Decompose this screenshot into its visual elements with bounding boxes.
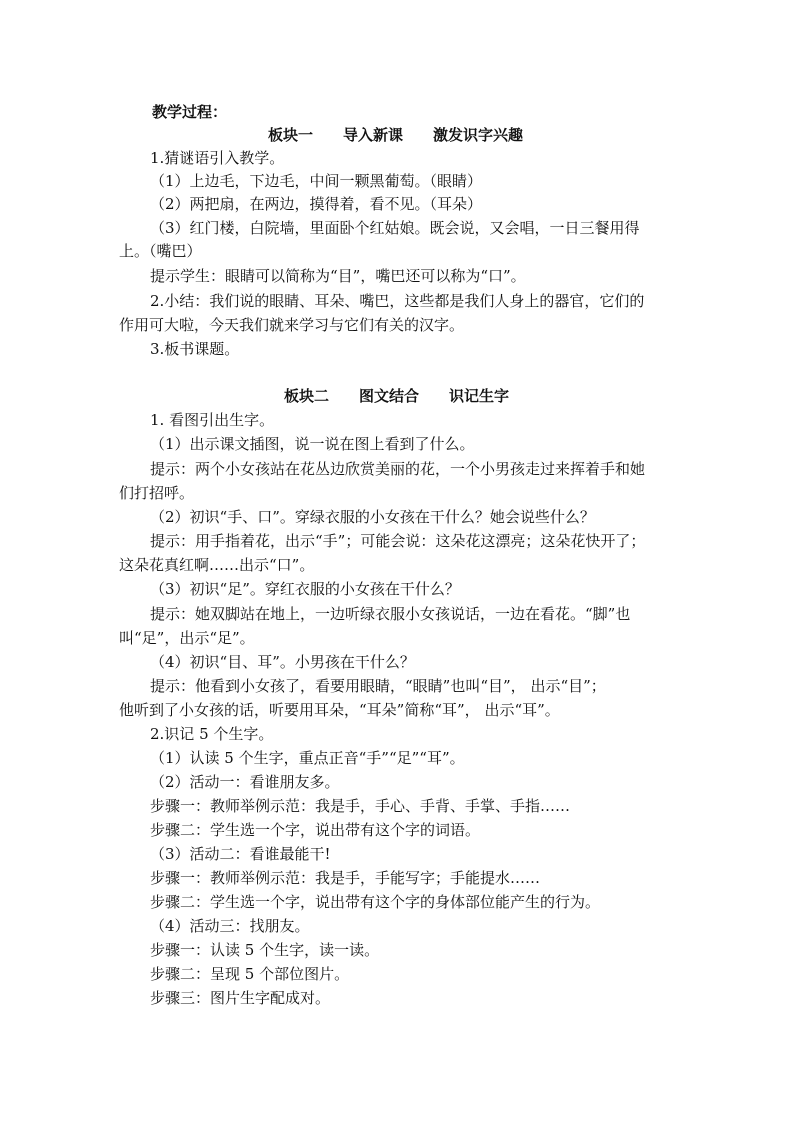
- block2-line-17: 步骤二：学生选一个字，说出带有这个字的词语。: [150, 821, 481, 839]
- section-heading: 教学过程：: [152, 103, 228, 121]
- block2-line-0: 1. 看图引出生字。: [150, 411, 275, 429]
- block1-line-2: （2）两把扇，在两边，摸得着，看不见。（耳朵）: [150, 195, 483, 213]
- block2-line-12: 他听到了小女孩的话，听要用耳朵，“耳朵”简称“耳”， 出示“耳”。: [119, 701, 560, 719]
- block2-title: 板块二 图文结合 识记生字: [284, 387, 510, 405]
- block1-line-5: 提示学生：眼睛可以简称为“目”，嘴巴还可以称为“口”。: [150, 267, 526, 285]
- block1-line-1: （1）上边毛，下边毛，中间一颗黑葡萄。（眼睛）: [150, 172, 483, 190]
- block2-line-11: 提示：他看到小女孩了，看要用眼睛，“眼睛”也叫“目”， 出示“目”；: [150, 677, 606, 695]
- block2-line-8: 提示：她双脚站在地上，一边听绿衣服小女孩说话，一边在看花。“脚”也: [150, 605, 631, 623]
- block1-line-8: 3.板书课题。: [150, 340, 240, 358]
- block2-line-1: （1）出示课文插图，说一说在图上看到了什么。: [150, 435, 475, 453]
- block2-line-21: （4）活动三：找朋友。: [150, 917, 310, 935]
- block2-line-15: （2）活动一：看谁朋友多。: [150, 773, 340, 791]
- block2-line-23: 步骤二：呈现 5 个部位图片。: [150, 965, 350, 983]
- block2-line-7: （3）初识“足”。穿红衣服的小女孩在干什么？: [150, 580, 460, 598]
- block2-line-16: 步骤一：教师举例示范：我是手，手心、手背、手掌、手指……: [150, 797, 571, 815]
- block2-line-24: 步骤三：图片生字配成对。: [150, 989, 331, 1007]
- block2-line-22: 步骤一：认读 5 个生字，读一读。: [150, 941, 380, 959]
- block2-line-2: 提示：两个小女孩站在花丛边欣赏美丽的花，一个小男孩走过来挥着手和她: [150, 460, 646, 478]
- block2-line-3: 们打招呼。: [119, 484, 195, 502]
- block2-line-4: （2）初识“手、口”。穿绿衣服的小女孩在干什么？她会说些什么？: [150, 508, 595, 526]
- block2-line-9: 叫“足”，出示“足”。: [119, 629, 255, 647]
- block2-line-5: 提示：用手指着花，出示“手”；可能会说：这朵花这漂亮；这朵花快开了；: [150, 532, 646, 550]
- block1-line-0: 1.猜谜语引入教学。: [150, 149, 285, 167]
- block1-line-4: 上。（嘴巴）: [119, 242, 202, 260]
- block2-line-18: （3）活动二：看谁最能干!: [150, 845, 331, 863]
- block1-line-7: 作用可大啦，今天我们就来学习与它们有关的汉字。: [119, 316, 465, 334]
- block1-line-6: 2.小结：我们说的眼睛、耳朵、嘴巴，这些都是我们人身上的器官，它们的: [150, 292, 645, 310]
- block2-line-6: 这朵花真红啊……出示“口”。: [119, 556, 315, 574]
- block2-line-19: 步骤一：教师举例示范：我是手，手能写字；手能提水……: [150, 869, 541, 887]
- block1-line-3: （3）红门楼，白院墙，里面卧个红姑娘。既会说，又会唱，一日三餐用得: [150, 219, 640, 237]
- block1-title: 板块一 导入新课 激发识字兴趣: [268, 126, 524, 144]
- block2-line-10: （4）初识“目、耳”。小男孩在干什么？: [150, 653, 415, 671]
- block2-line-13: 2.识记 5 个生字。: [150, 725, 274, 743]
- block2-line-14: （1）认读 5 个生字，重点正音“手”“足”“耳”。: [150, 749, 465, 767]
- block2-line-20: 步骤二：学生选一个字，说出带有这个字的身体部位能产生的行为。: [150, 893, 601, 911]
